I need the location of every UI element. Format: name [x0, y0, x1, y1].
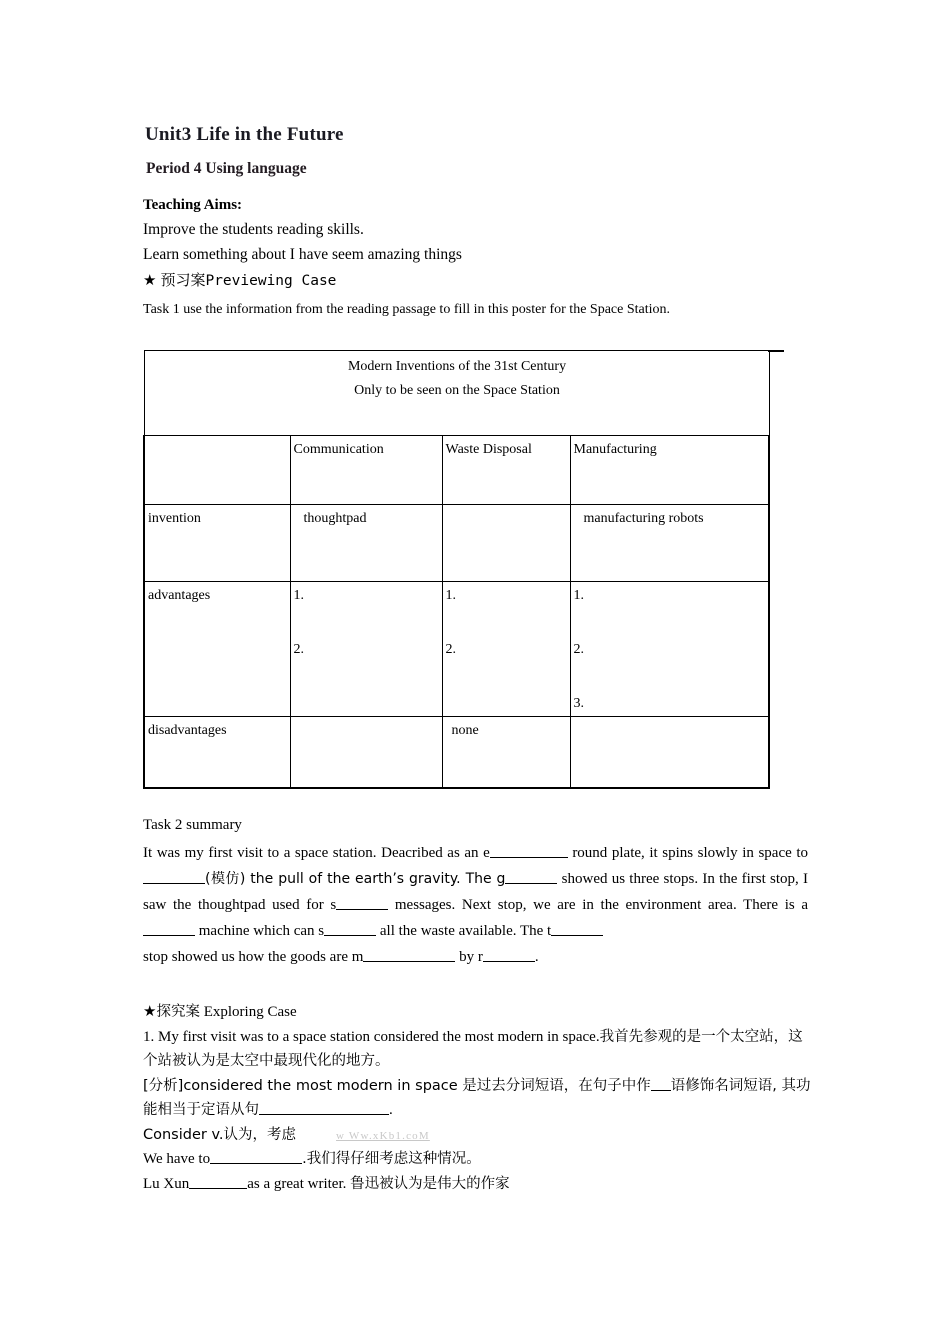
example-2-cn: 鲁迅被认为是伟大的作家 — [350, 1175, 510, 1192]
answer-blank[interactable] — [336, 895, 388, 910]
spacer — [574, 606, 767, 640]
analysis-tail: , 其功能相当于定语从句 — [143, 1077, 811, 1119]
document-content — [143, 124, 811, 1196]
table-header-manufacturing: Manufacturing — [570, 435, 769, 504]
answer-blank[interactable] — [324, 921, 376, 936]
list-item: 2. — [573, 641, 584, 657]
summary-part-1: It was my first visit to a space station. Deacribed as an e — [143, 845, 490, 862]
spacer — [574, 660, 767, 694]
advantages-waste-list — [446, 586, 568, 661]
advantages-communication-list — [294, 586, 440, 661]
cell-invention-manufacturing — [570, 504, 769, 581]
summary-part-4: showed us three stops. In the first stop, I saw the thoughtpad used for s — [143, 871, 809, 913]
table-header-waste-disposal: Waste Disposal — [442, 435, 570, 504]
cell-advantages-manufacturing — [570, 581, 769, 717]
consider-example-1 — [143, 1147, 815, 1171]
cell-invention-manufacturing-text: manufacturing robots — [583, 510, 704, 526]
table-header-blank — [144, 435, 290, 504]
row-label-disadvantages: disadvantages — [144, 717, 290, 789]
cell-advantages-waste — [442, 581, 570, 717]
watermark-text: w Ww.xKb1.coM — [336, 1129, 430, 1142]
consider-definition: Consider v.认为，考虑 — [143, 1126, 297, 1143]
consider-example-2 — [143, 1172, 815, 1196]
table-top-rule-extension — [768, 350, 784, 353]
teaching-aim-1: Improve the students reading skills. — [143, 220, 364, 238]
cell-advantages-communication — [290, 581, 442, 717]
cell-invention-communication-text: thoughtpad — [303, 510, 367, 526]
summary-part-10: . — [534, 948, 539, 965]
analysis-end: . — [389, 1102, 393, 1119]
example-1-suffix: .我们得仔细考虑这种情况。 — [302, 1151, 481, 1168]
task2-summary-paragraph — [143, 841, 808, 970]
poster-table-wrapper — [143, 350, 768, 790]
summary-part-7: all the waste available. The t — [376, 922, 552, 939]
answer-blank[interactable] — [651, 1076, 671, 1091]
summary-part-9: by r — [455, 948, 483, 965]
task1-instruction: Task 1 use the information from the reading passage to fill in this poster for the Space Station. — [143, 302, 671, 318]
row-label-invention: invention — [144, 504, 290, 581]
list-item: 1. — [293, 587, 304, 603]
cell-disadvantages-waste — [442, 717, 570, 789]
teaching-aims-label: Teaching Aims: — [143, 196, 243, 213]
poster-title-row — [144, 350, 769, 435]
summary-part-6: machine which can s — [195, 922, 325, 939]
example-2-prefix: Lu Xun — [143, 1175, 190, 1192]
analysis-mid: 语修饰名词短语 — [670, 1077, 773, 1094]
summary-part-8: stop showed us how the goods are m — [143, 948, 364, 965]
table-header-communication: Communication — [290, 435, 442, 504]
list-item: 2. — [445, 641, 456, 657]
analysis-prefix: [分析]considered the most modern in space 是过去分词短语，在句子中作 — [143, 1077, 651, 1094]
spacer — [446, 606, 568, 640]
answer-blank[interactable] — [363, 946, 455, 961]
answer-blank[interactable] — [483, 946, 535, 961]
table-row-disadvantages — [144, 717, 769, 789]
poster-title-line-2: Only to be seen on the Space Station — [354, 383, 560, 399]
advantages-manufacturing-list — [574, 586, 767, 715]
spacer — [294, 606, 440, 640]
teaching-aim-2: Learn something about I have seem amazing things — [143, 246, 462, 264]
answer-blank[interactable] — [189, 1174, 247, 1189]
list-item: 3. — [573, 696, 584, 712]
answer-blank[interactable] — [143, 921, 195, 936]
table-header-row — [144, 435, 769, 504]
summary-part-2: round plate, it spins slowly in space to — [567, 845, 808, 862]
page-title: Unit3 Life in the Future — [145, 124, 344, 145]
list-item: 1. — [573, 587, 584, 603]
previewing-case-cn-label: 预习案 — [160, 271, 206, 290]
cell-disadvantages-communication — [290, 717, 442, 789]
list-item: 2. — [293, 641, 304, 657]
cell-invention-communication — [290, 504, 442, 581]
answer-blank[interactable] — [551, 921, 603, 936]
page-subtitle: Period 4 Using language — [146, 159, 307, 177]
list-item: 1. — [445, 587, 456, 603]
row-label-advantages: advantages — [144, 581, 290, 717]
poster-title-line-1: Modern Inventions of the 31st Century — [347, 358, 567, 374]
table-row-advantages — [144, 581, 769, 717]
summary-last-line — [143, 945, 808, 971]
cell-disadvantages-manufacturing — [570, 717, 769, 789]
answer-blank[interactable] — [210, 1149, 302, 1164]
poster-table — [143, 350, 770, 790]
answer-blank[interactable] — [505, 869, 557, 884]
answer-blank[interactable] — [259, 1100, 389, 1115]
exploring-item-1-cn: 我首先参观的是一个太空站，这个站被认为是太空中最现代化的地方。 — [143, 1028, 803, 1070]
exploring-case-cn-label: 探究案 — [156, 1004, 200, 1021]
summary-part-3: (模仿) the pull of the earth’s gravity. The g — [205, 871, 506, 888]
previewing-case-en-label: Previewing Case — [205, 273, 337, 290]
answer-blank[interactable] — [490, 843, 568, 858]
poster-title-cell — [144, 350, 769, 435]
cell-invention-waste — [442, 504, 570, 581]
example-1-prefix: We have to — [143, 1151, 211, 1168]
cell-disadvantages-waste-text: none — [451, 723, 479, 739]
exploring-case-en-label: Exploring Case — [203, 1004, 297, 1021]
exploring-analysis — [143, 1074, 815, 1123]
consider-definition-line — [143, 1123, 815, 1147]
table-row-invention — [144, 504, 769, 581]
exploring-case-heading — [143, 1000, 808, 1024]
task2-heading: Task 2 summary — [143, 817, 242, 834]
example-2-mid: as a great writer. — [247, 1175, 351, 1192]
summary-part-5: messages. Next stop, we are in the environment area. There is a — [388, 897, 808, 913]
star-icon: ★ — [143, 273, 157, 290]
answer-blank[interactable] — [143, 869, 205, 884]
exploring-item-1 — [143, 1025, 815, 1074]
star-icon: ★ — [143, 1004, 157, 1021]
previewing-case-heading — [143, 269, 808, 293]
exploring-item-1-en: 1. My first visit was to a space station considered the most modern in space. — [143, 1028, 600, 1045]
